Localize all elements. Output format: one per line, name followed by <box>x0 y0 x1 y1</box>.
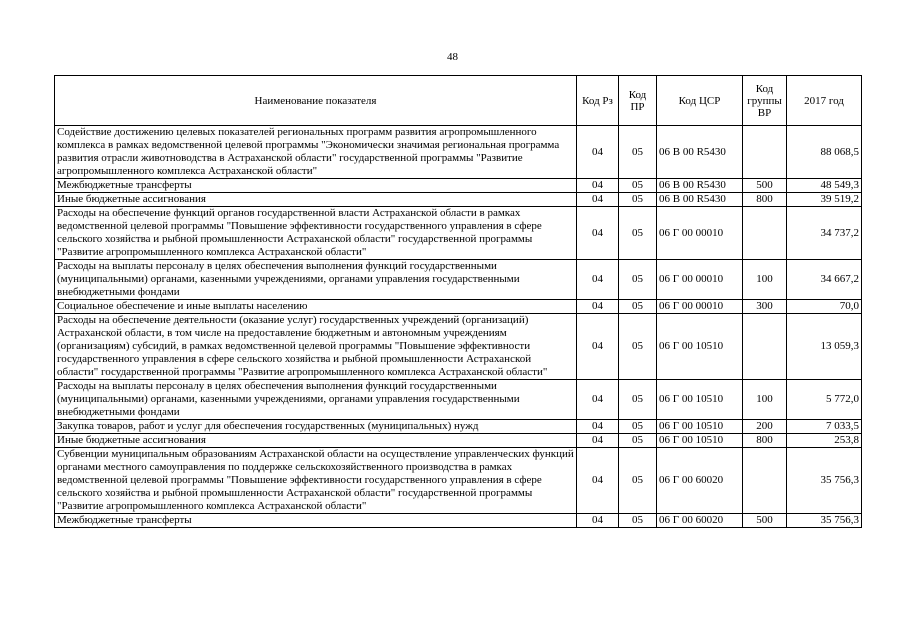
row-amount-cell: 39 519,2 <box>787 193 862 207</box>
table-row <box>55 314 862 380</box>
header-vr: Код группы ВР <box>743 76 787 126</box>
header-csr: Код ЦСР <box>657 76 743 126</box>
row-rz-cell: 04 <box>577 314 619 380</box>
row-csr-cell: 06 Г 00 10510 <box>657 314 743 380</box>
row-rz-cell: 04 <box>577 179 619 193</box>
row-csr-cell: 06 Г 00 10510 <box>657 420 743 434</box>
row-pr-cell: 05 <box>619 448 657 514</box>
table-row <box>55 434 862 448</box>
header-year: 2017 год <box>787 76 862 126</box>
table-row <box>55 514 862 528</box>
row-csr-cell: 06 Г 00 00010 <box>657 300 743 314</box>
row-csr-cell: 06 Г 00 00010 <box>657 207 743 260</box>
row-name-cell: Расходы на обеспечение функций органов государственной власти Астраханской области в рамках ведомственной целевой программы "Повышение эффективности государственного управления в сфере сельского хозяйства и рыбной промышленности Астраханской области" государственной программы "Развитие агропромышленного комплекса Астраханской области" <box>55 207 577 260</box>
row-vr-cell <box>743 448 787 514</box>
row-vr-cell: 100 <box>743 380 787 420</box>
row-vr-cell <box>743 126 787 179</box>
row-amount-cell: 88 068,5 <box>787 126 862 179</box>
row-pr-cell: 05 <box>619 179 657 193</box>
header-name: Наименование показателя <box>55 76 577 126</box>
row-vr-cell <box>743 314 787 380</box>
table-row <box>55 420 862 434</box>
row-name-cell: Социальное обеспечение и иные выплаты населению <box>55 300 577 314</box>
row-rz-cell: 04 <box>577 448 619 514</box>
row-rz-cell: 04 <box>577 514 619 528</box>
row-vr-cell: 500 <box>743 179 787 193</box>
row-name-cell: Субвенции муниципальным образованиям Астраханской области на осуществление управленческих функций органами местного самоуправления по поддержке сельскохозяйственного производства в рамках ведомственной целевой программы "Повышение эффективности государственного управления в сфере сельского хозяйства и рыбной промышленности Астраханской области" государственной программы "Развитие агропромышленного комплекса Астраханской области" <box>55 448 577 514</box>
row-pr-cell: 05 <box>619 314 657 380</box>
row-csr-cell: 06 В 00 R5430 <box>657 126 743 179</box>
row-name-cell: Расходы на выплаты персоналу в целях обеспечения выполнения функций государственными (муниципальными) органами, казенными учреждениями, органами управления государственными внебюджетными фондами <box>55 380 577 420</box>
row-amount-cell: 253,8 <box>787 434 862 448</box>
row-name-cell: Иные бюджетные ассигнования <box>55 434 577 448</box>
table-header-row <box>55 76 862 126</box>
row-name-cell: Межбюджетные трансферты <box>55 179 577 193</box>
row-vr-cell: 500 <box>743 514 787 528</box>
row-name-cell: Расходы на обеспечение деятельности (оказание услуг) государственных учреждений (организаций) Астраханской области, в том числе на предоставление бюджетным и автономным учреждениям (организациям) субсидий, в рамках ведомственной целевой программы "Повышение эффективности государственного управления в сфере сельского хозяйства и рыбной промышленности Астраханской области" государственной программы "Развитие агропромышленного комплекса Астраханской области" <box>55 314 577 380</box>
row-csr-cell: 06 Г 00 60020 <box>657 514 743 528</box>
row-pr-cell: 05 <box>619 207 657 260</box>
row-amount-cell: 7 033,5 <box>787 420 862 434</box>
row-rz-cell: 04 <box>577 260 619 300</box>
table-row <box>55 300 862 314</box>
row-rz-cell: 04 <box>577 380 619 420</box>
table-body <box>55 126 862 528</box>
page-number: 48 <box>447 51 458 63</box>
row-amount-cell: 48 549,3 <box>787 179 862 193</box>
row-csr-cell: 06 Г 00 10510 <box>657 380 743 420</box>
row-name-cell: Межбюджетные трансферты <box>55 514 577 528</box>
row-rz-cell: 04 <box>577 434 619 448</box>
row-csr-cell: 06 Г 00 00010 <box>657 260 743 300</box>
table-row <box>55 448 862 514</box>
row-vr-cell <box>743 207 787 260</box>
row-amount-cell: 5 772,0 <box>787 380 862 420</box>
table-row <box>55 179 862 193</box>
row-pr-cell: 05 <box>619 126 657 179</box>
row-csr-cell: 06 Г 00 10510 <box>657 434 743 448</box>
row-rz-cell: 04 <box>577 126 619 179</box>
header-rz: Код Рз <box>577 76 619 126</box>
row-vr-cell: 200 <box>743 420 787 434</box>
row-amount-cell: 70,0 <box>787 300 862 314</box>
row-pr-cell: 05 <box>619 514 657 528</box>
row-rz-cell: 04 <box>577 193 619 207</box>
row-rz-cell: 04 <box>577 420 619 434</box>
row-name-cell: Закупка товаров, работ и услуг для обеспечения государственных (муниципальных) нужд <box>55 420 577 434</box>
budget-table <box>54 75 862 528</box>
table-row <box>55 126 862 179</box>
row-amount-cell: 34 667,2 <box>787 260 862 300</box>
table-row <box>55 380 862 420</box>
row-pr-cell: 05 <box>619 420 657 434</box>
row-rz-cell: 04 <box>577 300 619 314</box>
row-csr-cell: 06 В 00 R5430 <box>657 193 743 207</box>
row-name-cell: Иные бюджетные ассигнования <box>55 193 577 207</box>
row-name-cell: Расходы на выплаты персоналу в целях обеспечения выполнения функций государственными (муниципальными) органами, казенными учреждениями, органами управления государственными внебюджетными фондами <box>55 260 577 300</box>
row-pr-cell: 05 <box>619 300 657 314</box>
row-pr-cell: 05 <box>619 193 657 207</box>
row-amount-cell: 34 737,2 <box>787 207 862 260</box>
row-csr-cell: 06 Г 00 60020 <box>657 448 743 514</box>
row-amount-cell: 35 756,3 <box>787 448 862 514</box>
table-row <box>55 207 862 260</box>
row-rz-cell: 04 <box>577 207 619 260</box>
row-amount-cell: 35 756,3 <box>787 514 862 528</box>
header-pr: Код ПР <box>619 76 657 126</box>
row-amount-cell: 13 059,3 <box>787 314 862 380</box>
row-vr-cell: 800 <box>743 434 787 448</box>
row-pr-cell: 05 <box>619 434 657 448</box>
row-vr-cell: 800 <box>743 193 787 207</box>
row-vr-cell: 300 <box>743 300 787 314</box>
row-name-cell: Содействие достижению целевых показателей региональных программ развития агропромышленного комплекса в рамках ведомственной целевой программы "Экономически значимая региональная программа развития отрасли животноводства в Астраханской области" государственной программы "Развитие агропромышленного комплекса Астраханской области" <box>55 126 577 179</box>
table-row <box>55 260 862 300</box>
table-row <box>55 193 862 207</box>
row-pr-cell: 05 <box>619 380 657 420</box>
row-pr-cell: 05 <box>619 260 657 300</box>
row-vr-cell: 100 <box>743 260 787 300</box>
row-csr-cell: 06 В 00 R5430 <box>657 179 743 193</box>
